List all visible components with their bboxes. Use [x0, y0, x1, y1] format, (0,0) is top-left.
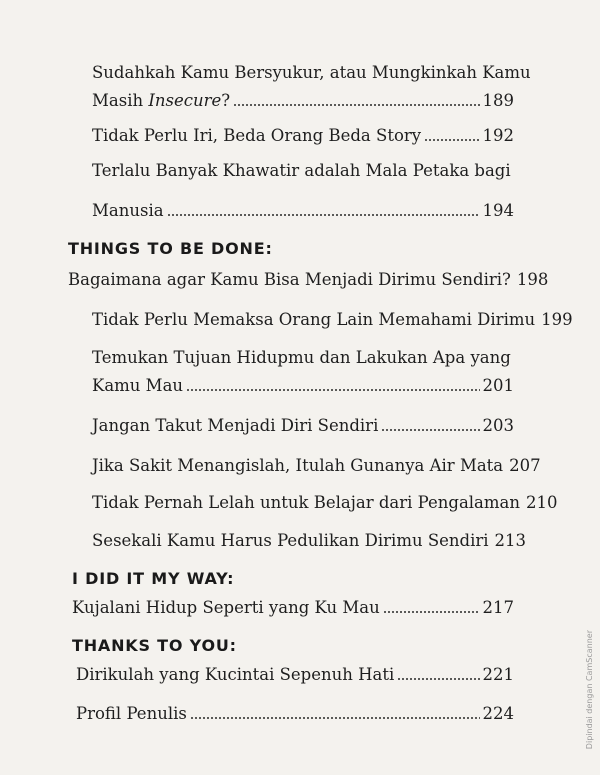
toc-entry-text: Temukan Tujuan Hidupmu dan Lakukan Apa yang — [92, 348, 511, 367]
toc-entry-title: Tidak Perlu Memaksa Orang Lain Memahami Dirimu — [92, 310, 536, 329]
toc-entry-title: Jika Sakit Menangislah, Itulah Gunanya Air Mata — [92, 456, 504, 475]
toc-entry — [92, 91, 514, 111]
page-number: 210 — [526, 493, 558, 512]
page-number: 217 — [482, 598, 514, 617]
page-number: 189 — [482, 91, 514, 110]
toc-entry-title-suffix: ? — [221, 91, 231, 110]
dot-leader — [383, 610, 480, 614]
page-number: 194 — [482, 201, 514, 220]
toc-entry — [92, 531, 527, 551]
toc-entry — [92, 376, 514, 396]
page-number: 198 — [516, 270, 549, 289]
toc-entry — [92, 416, 514, 436]
chapter-title: Kujalani Hidup Seperti yang Ku Mau — [72, 598, 380, 617]
chapter-entry — [72, 598, 514, 618]
page-number: 199 — [541, 310, 573, 329]
page-number: 224 — [482, 704, 514, 723]
toc-entry-title: Tidak Perlu Iri, Beda Orang Beda Story — [92, 126, 422, 145]
toc-entry-title: Tidak Pernah Lelah untuk Belajar dari Pengalaman — [92, 493, 521, 512]
chapter-title: Dirikulah yang Kucintai Sepenuh Hati — [76, 665, 395, 684]
toc-entry — [92, 493, 558, 513]
section-heading: THANKS TO YOU: — [72, 636, 237, 655]
page-number: 207 — [509, 456, 541, 475]
dot-leader — [186, 388, 479, 392]
toc-entry — [92, 310, 573, 330]
page-number: 192 — [482, 126, 514, 145]
toc-entry — [92, 201, 514, 221]
page-number: 213 — [494, 531, 527, 550]
chapter-title: Bagaimana agar Kamu Bisa Menjadi Dirimu Sendiri? — [68, 270, 511, 289]
profile-title: Profil Penulis — [76, 704, 187, 723]
page-number: 201 — [482, 376, 514, 395]
toc-entry-title: Masih — [92, 91, 149, 110]
toc-entry — [92, 456, 541, 476]
profile-entry — [76, 704, 514, 724]
toc-entry-text: Sudahkah Kamu Bersyukur, atau Mungkinkah Kamu — [92, 63, 531, 82]
scanner-watermark: Dipindai dengan CamScanner — [585, 630, 594, 750]
page-number: 203 — [482, 416, 514, 435]
chapter-entry — [76, 665, 514, 685]
toc-entry-title: Sesekali Kamu Harus Pedulikan Dirimu Sendiri — [92, 531, 489, 550]
chapter-entry — [68, 270, 549, 290]
section-heading: I DID IT MY WAY: — [72, 569, 235, 588]
page-number: 221 — [482, 665, 514, 684]
toc-entry-title: Jangan Takut Menjadi Diri Sendiri — [92, 416, 379, 435]
dot-leader — [381, 428, 479, 432]
dot-leader — [233, 103, 479, 107]
section-heading: THINGS TO BE DONE: — [68, 239, 273, 258]
dot-leader — [167, 213, 480, 217]
dot-leader — [424, 138, 479, 142]
toc-entry — [92, 126, 514, 146]
toc-entry-text: Terlalu Banyak Khawatir adalah Mala Petaka bagi — [92, 161, 511, 180]
toc-entry-title-italic: Insecure — [148, 91, 222, 110]
toc-entry-title: Manusia — [92, 201, 164, 220]
toc-entry-title: Kamu Mau — [92, 376, 184, 395]
dot-leader — [397, 677, 479, 681]
dot-leader — [190, 716, 480, 720]
